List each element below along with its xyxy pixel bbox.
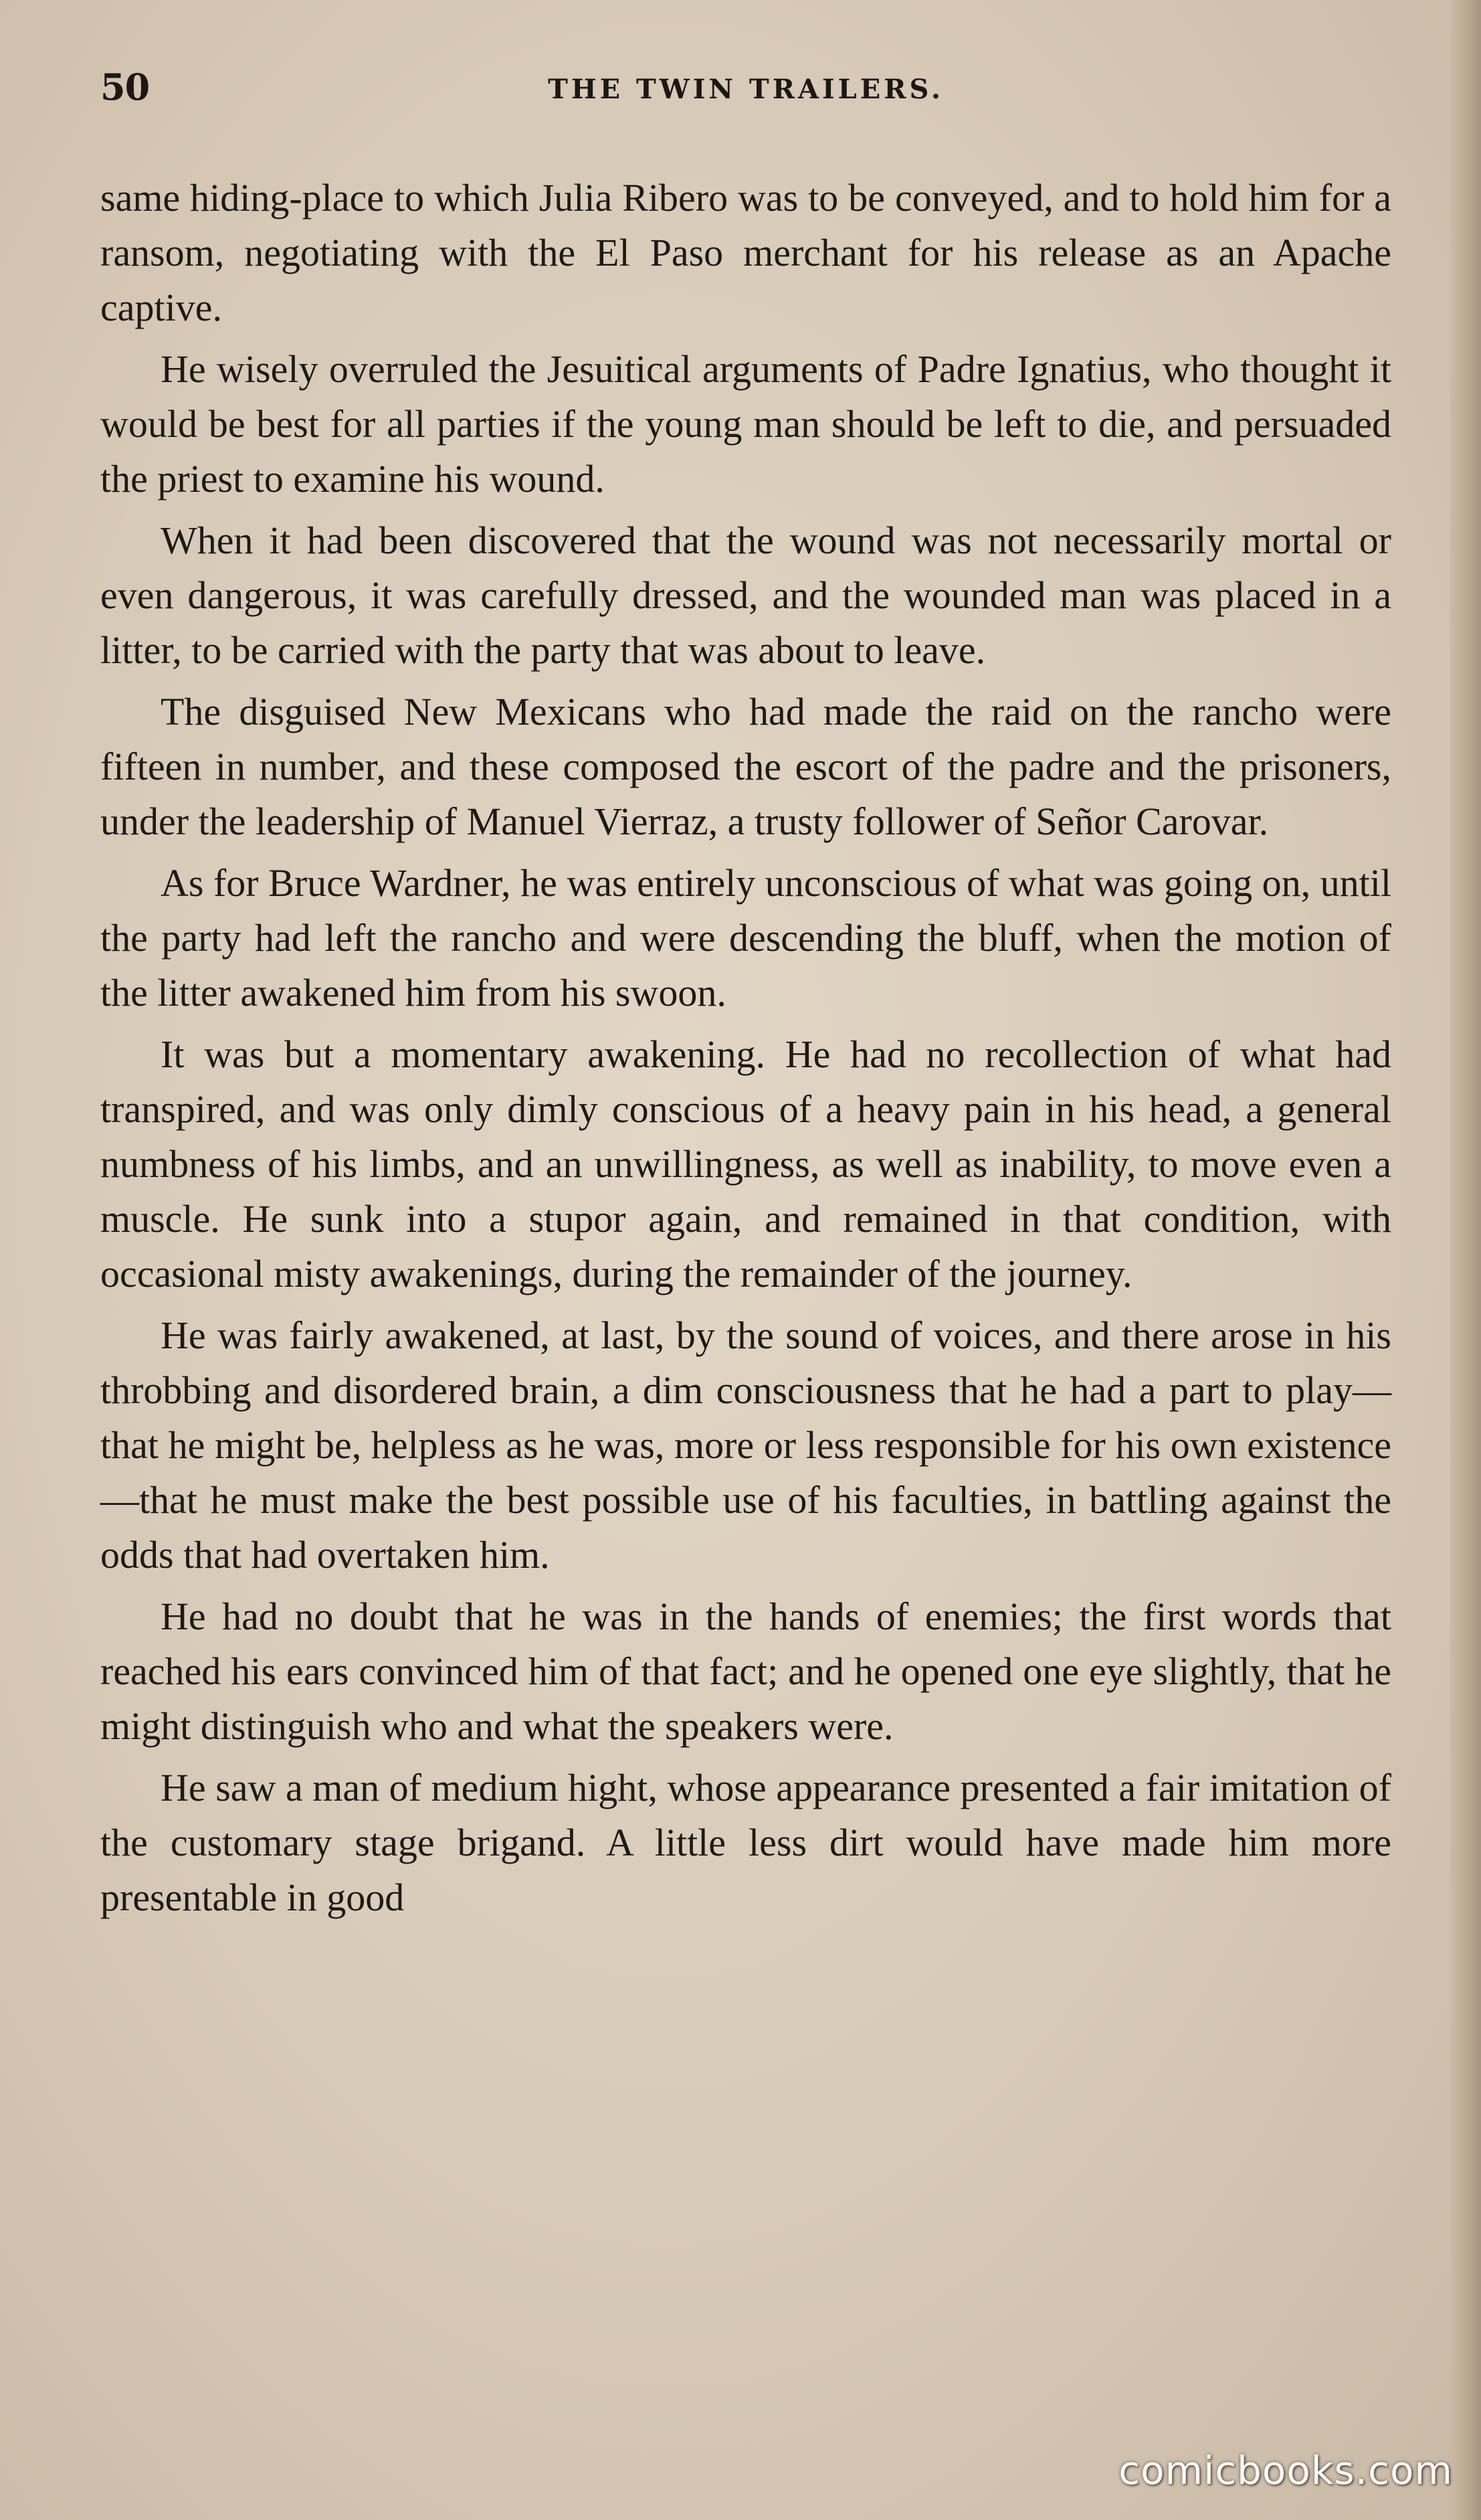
page-header (100, 66, 1391, 119)
paragraph: It was but a momentary awakening. He had no recollection of what had transpired, and was only dimly conscious of a heavy pain in his head, a general numbness of his limbs, and an unwillingness, as well as inability, to move even a muscle. He sunk into a stupor again, and remained in that condition, with occasional misty awakenings, during the remainder of the journey. (100, 1032, 1391, 1295)
watermark: comicbooks.com (1118, 2448, 1453, 2493)
paragraph: He was fairly awakened, at last, by the sound of voices, and there arose in his throbbing and disordered brain, a dim consciousness that he had a part to play—that he might be, helpless as he was, more or less responsible for his own existence—that he must make the best possible use of his faculties, in battling against the odds that had overtaken him. (100, 1314, 1391, 1577)
page-edge-shadow (1450, 0, 1481, 2520)
paragraph: The disguised New Mexicans who had made the raid on the rancho were fifteen in number, and these composed the escort of the padre and the prisoners, under the leadership of Manuel Vierraz, a trusty follower of Señor Carovar. (100, 690, 1391, 843)
paragraph: As for Bruce Wardner, he was entirely unconscious of what was going on, until the party had left the rancho and were descending the bluff, when the motion of the litter awakened him from his swoon. (100, 861, 1391, 1014)
running-title: THE TWIN TRAILERS. (548, 74, 944, 105)
paragraph: When it had been discovered that the wound was not necessarily mortal or even dangerous, it was carefully dressed, and the wounded man was placed in a litter, to be carried with the party that was about to leave. (100, 519, 1391, 672)
body-text (100, 171, 1391, 1932)
paragraph: He saw a man of medium hight, whose appearance presented a fair imitation of the customary stage brigand. A little less dirt would have made him more presentable in good (100, 1766, 1391, 1919)
paragraph: He wisely overruled the Jesuitical arguments of Padre Ignatius, who thought it would be best for all parties if the young man should be left to die, and persuaded the priest to examine his wound. (100, 347, 1391, 501)
paragraph: He had no doubt that he was in the hands of enemies; the first words that reached his ears convinced him of that fact; and he opened one eye slightly, that he might distinguish who and what the speakers were. (100, 1595, 1391, 1748)
page-number: 50 (100, 66, 150, 108)
paragraph: same hiding-place to which Julia Ribero was to be conveyed, and to hold him for a ransom, negotiating with the El Paso merchant for his release as an Apache captive. (100, 176, 1391, 329)
